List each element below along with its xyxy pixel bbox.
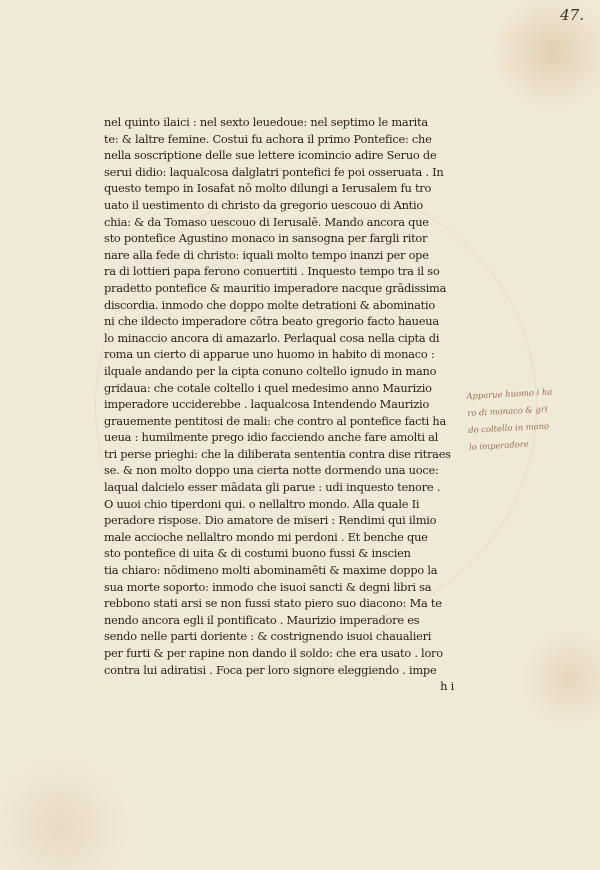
text-line: gridaua: che cotale coltello i quel medesimo anno Maurizio xyxy=(104,380,432,395)
text-line: sto pontefice di uita & di costumi buono fussi & inscien xyxy=(104,546,411,561)
text-line: nel quinto ilaici : nel sexto leuedoue: nel septimo le marita xyxy=(104,115,428,129)
folio-number: 47. xyxy=(560,6,584,24)
handwritten-marginal-note xyxy=(466,381,600,456)
text-line: nendo ancora egli il pontificato . Maurizio imperadore es xyxy=(104,612,420,627)
text-line: sendo nelle parti doriente : & costrignendo isuoi chaualieri xyxy=(104,629,432,644)
text-line: laqual dalcielo esser mādata gli parue : udi inquesto tenore . xyxy=(104,480,441,495)
marginal-note-line: lo imperadore xyxy=(468,438,529,452)
text-line: questo tempo in Iosafat nō molto dilungi a Ierusalem fu tro xyxy=(104,181,432,196)
text-line: nella soscriptione delle sue lettere icomincio adire Seruo de xyxy=(104,148,437,163)
text-line: imperadore ucciderebbe . laqualcosa Intendendo Maurizio xyxy=(104,397,430,412)
text-line: ueua : humilmente prego idio facciendo anche fare amolti al xyxy=(104,430,439,445)
marginal-note-line: do coltello in mano xyxy=(467,420,550,435)
main-text-block xyxy=(104,114,460,695)
text-line: serui didio: laqualcosa dalglatri pontefici fe poi osseruata . In xyxy=(104,164,444,179)
text-line: ra di lottieri papa ferono conuertiti . Inquesto tempo tra il so xyxy=(104,264,440,279)
text-line: sua morte soporto: inmodo che isuoi sancti & degni libri sa xyxy=(104,579,432,594)
text-line: contra lui adiratisi . Foca per loro signore eleggiendo . impe xyxy=(104,662,437,677)
text-line: nare alla fede di christo: iquali molto tempo inanzi per ope xyxy=(104,247,429,262)
text-line: ni che ildecto imperadore cōtra beato gregorio facto haueua xyxy=(104,314,439,329)
text-line: te: & laltre femine. Costui fu achora il primo Pontefice: che xyxy=(104,131,432,146)
text-line: roma un cierto di apparue uno huomo in habito di monaco : xyxy=(104,347,435,362)
text-line: sto pontefice Agustino monaco in sansogna per fargli ritor xyxy=(104,231,428,246)
text-line: lo minaccio ancora di amazarlo. Perlaqual cosa nella cipta di xyxy=(104,330,440,345)
text-line: tri perse prieghi: che la diliberata sententia contra dise ritraes xyxy=(104,446,451,461)
text-line: se. & non molto doppo una cierta notte dormendo una uoce: xyxy=(104,463,439,478)
marginal-note-line: ro di monaco & gri xyxy=(467,403,548,418)
text-line: chia: & da Tomaso uescouo di Ierusalē. Mando ancora que xyxy=(104,214,429,229)
signature-mark: h i xyxy=(440,679,454,694)
text-line: tia chiaro: nōdimeno molti abominamēti & maxime doppo la xyxy=(104,563,438,578)
text-line: pradetto pontefice & mauritio imperadore nacque grādissima xyxy=(104,280,447,295)
text-line: grauemente pentitosi de mali: che contro al pontefice facti ha xyxy=(104,413,447,428)
text-line: peradore rispose. Dio amatore de miseri : Rendimi qui ilmio xyxy=(104,513,437,528)
text-line: O uuoi chio tiperdoni qui. o nellaltro mondo. Alla quale Ii xyxy=(104,496,420,511)
text-line: discordia. inmodo che doppo molte detrationi & abominatio xyxy=(104,297,435,312)
marginal-note-line: Apparue huomo i ha xyxy=(466,386,553,401)
text-line: uato il uestimento di christo da gregorio uescouo di Antio xyxy=(104,197,423,212)
text-line: per furti & per rapine non dando il soldo: che era usato . loro xyxy=(104,646,443,660)
text-line: male accioche nellaltro mondo mi perdoni . Et benche que xyxy=(104,529,428,544)
text-line: ilquale andando per la cipta conuno coltello ignudo in mano xyxy=(104,363,437,378)
text-line: rebbono stati arsi se non fussi stato piero suo diacono: Ma te xyxy=(104,596,442,611)
